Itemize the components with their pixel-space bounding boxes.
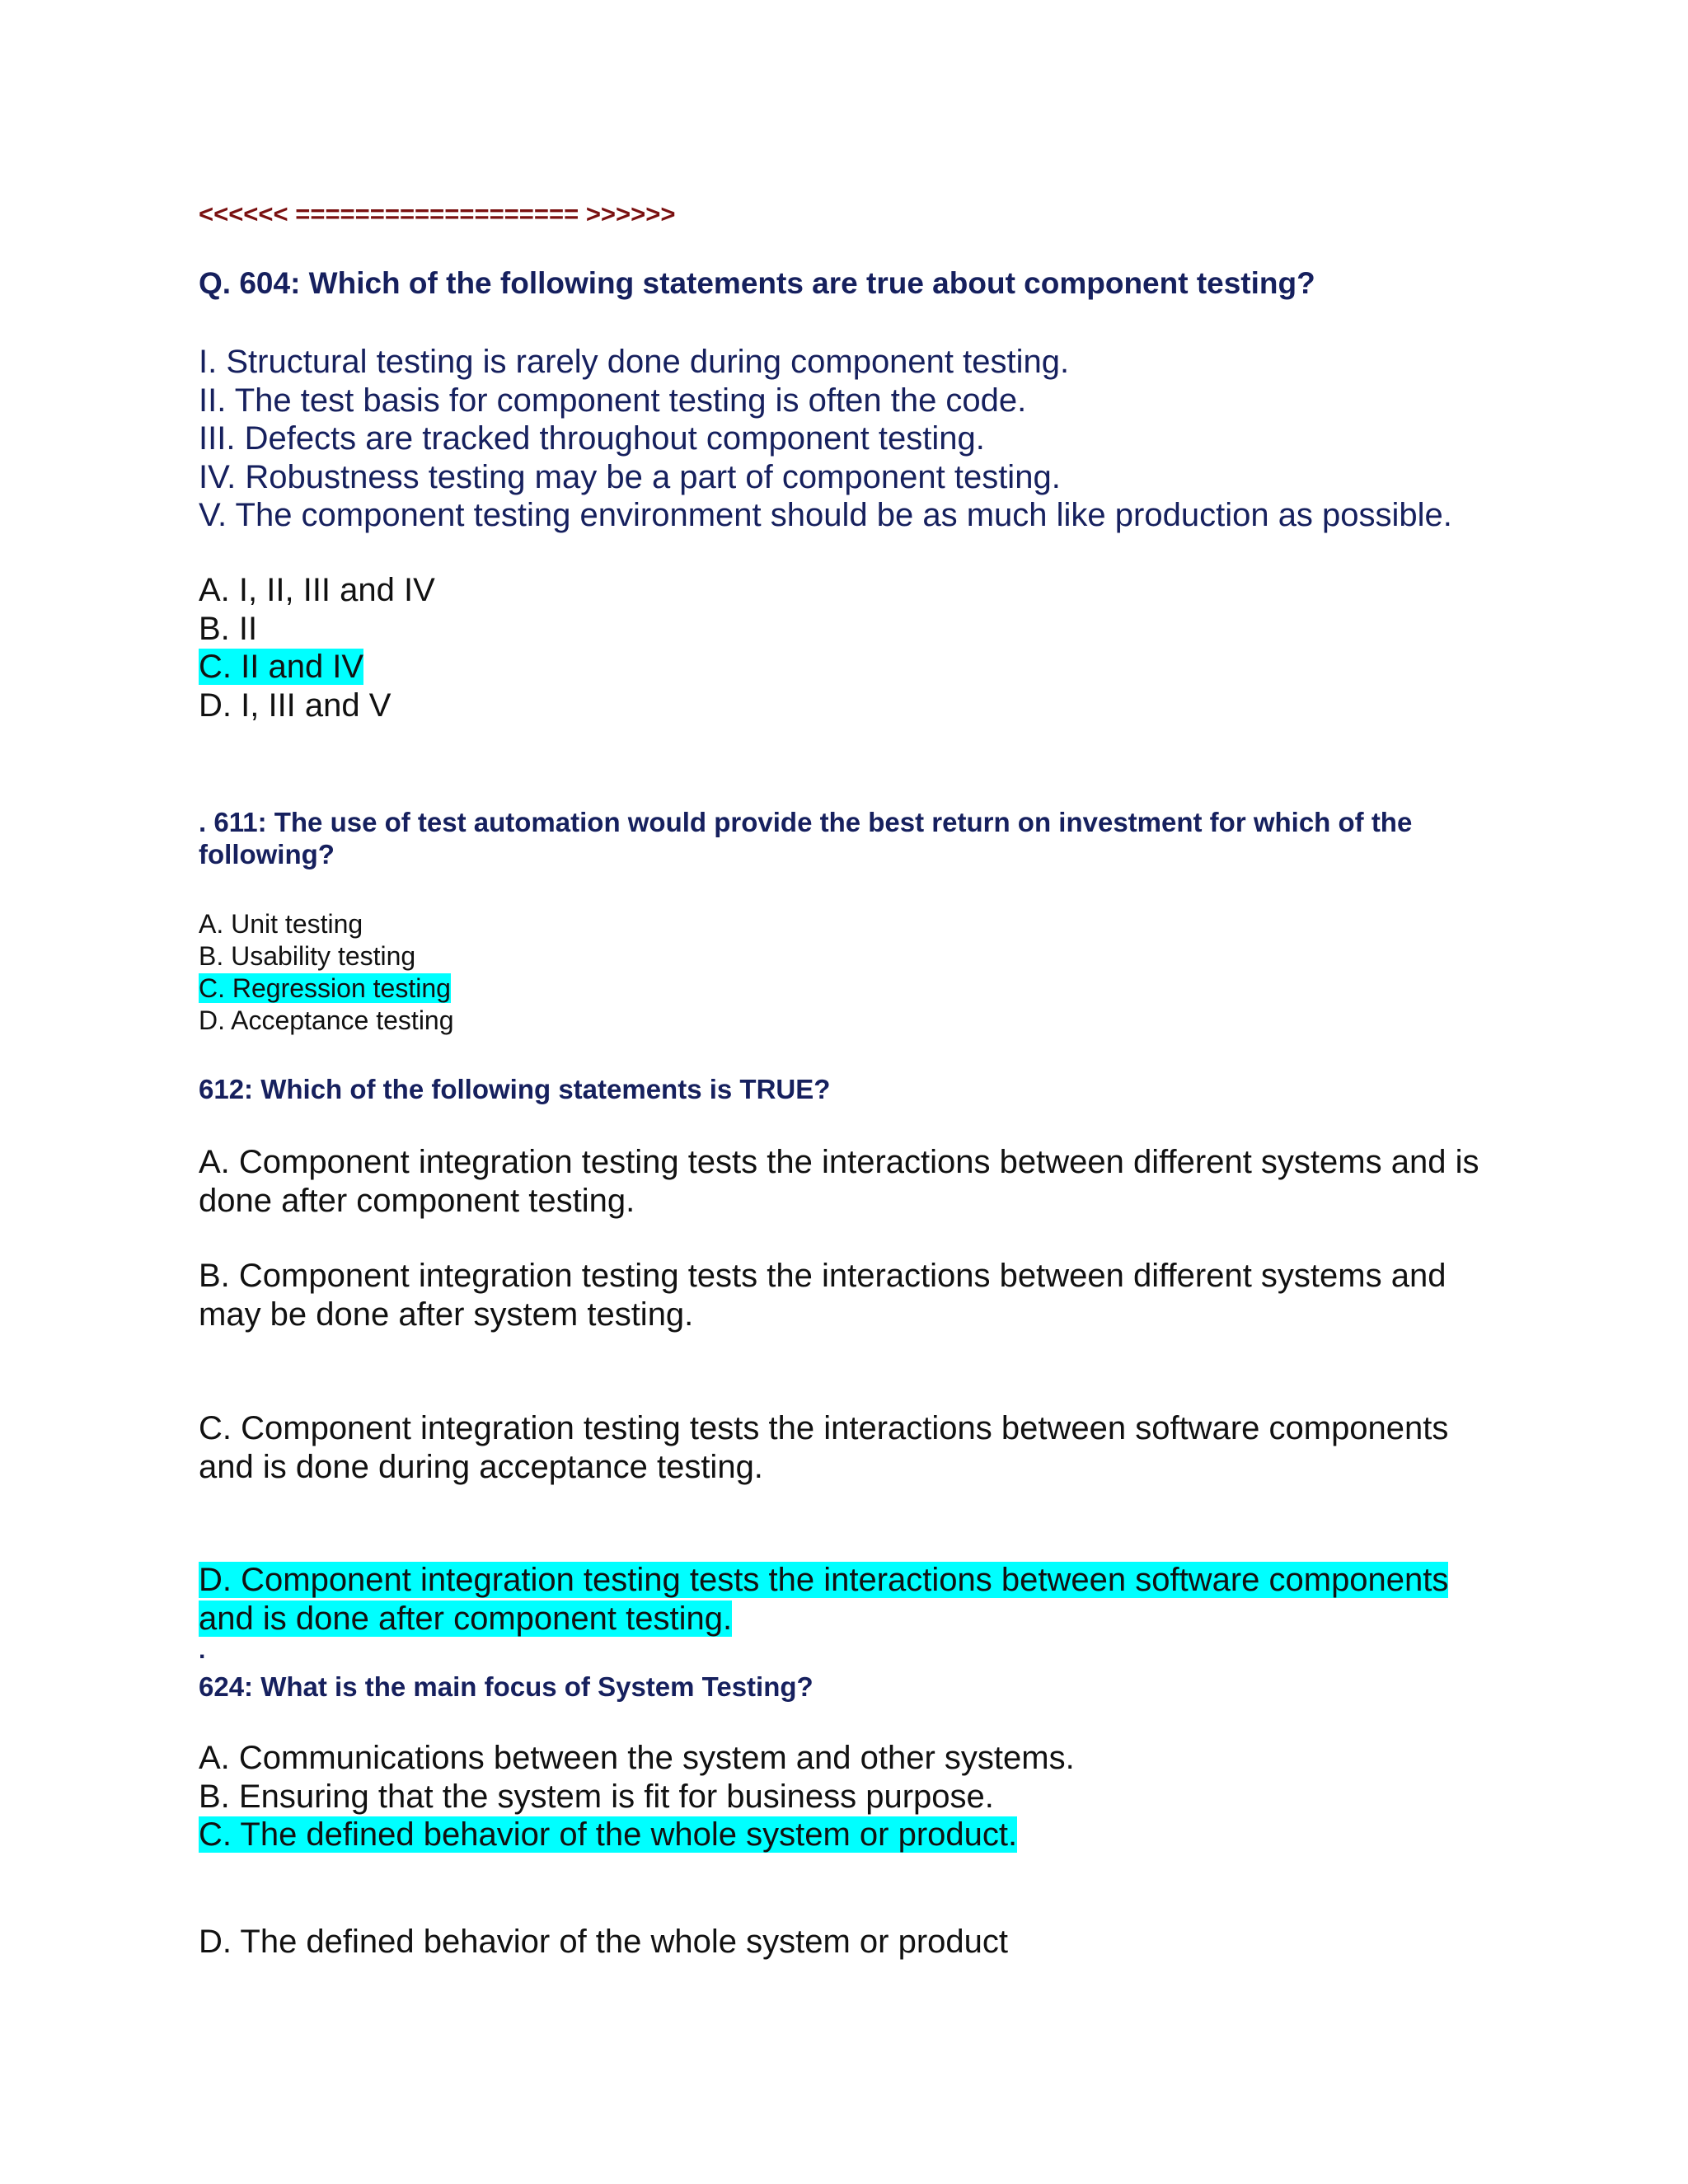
question-611-heading: [199, 806, 1412, 870]
question-612-option-b: [199, 1257, 1446, 1333]
option-b: B. II: [199, 610, 258, 647]
option-d-line-2: [199, 1600, 1448, 1638]
option-b-line-2: may be done after system testing.: [199, 1296, 694, 1333]
option-a-line-1: A. Component integration testing tests the interactions between different systems and is: [199, 1144, 1479, 1180]
statement-item: IV. Robustness testing may be a part of component testing.: [199, 458, 1061, 495]
option-c-answer: [199, 1816, 1075, 1854]
option-c-line-1: C. Component integration testing tests the interactions between software components: [199, 1410, 1449, 1446]
statement-item: I. Structural testing is rarely done during component testing.: [199, 344, 1070, 380]
stray-period: .: [199, 1637, 206, 1664]
question-612-option-d-answer: [199, 1561, 1448, 1638]
statement-item: V. The component testing environment should be as much like production as possible.: [199, 497, 1452, 533]
option-c-answer: [199, 972, 454, 1005]
option-c-line-2: and is done during acceptance testing.: [199, 1448, 763, 1485]
question-611-line-1: . 611: The use of test automation would provide the best return on investment for which of the: [199, 807, 1413, 837]
question-612-option-a: [199, 1143, 1479, 1220]
question-624-options: [199, 1739, 1075, 1854]
answer-highlight: D. Component integration testing tests the interactions between software components: [199, 1562, 1449, 1598]
statement-item: II. The test basis for component testing is often the code.: [199, 382, 1027, 419]
question-624-heading: 624: What is the main focus of System Testing?: [199, 1671, 814, 1702]
option-b-line-1: B. Component integration testing tests the interactions between different systems and: [199, 1258, 1447, 1294]
question-624-option-d: D. The defined behavior of the whole system or product: [199, 1924, 1009, 1960]
option-a-line-2: done after component testing.: [199, 1182, 635, 1219]
question-604-statements: [199, 343, 1452, 535]
option-d: D. Acceptance testing: [199, 1005, 454, 1035]
statement-item: III. Defects are tracked throughout component testing.: [199, 420, 985, 457]
answer-highlight: C. Regression testing: [199, 973, 451, 1003]
question-604-options: [199, 571, 435, 724]
question-611-line-2: following?: [199, 839, 335, 869]
question-611-options: [199, 908, 454, 1037]
section-divider: <<<<<< =================== >>>>>>: [199, 199, 676, 228]
option-a: A. Communications between the system and other systems.: [199, 1740, 1075, 1776]
option-a: A. I, II, III and IV: [199, 572, 435, 608]
option-b: B. Usability testing: [199, 941, 416, 971]
question-612-option-c: [199, 1409, 1448, 1486]
question-612-heading: 612: Which of the following statements is TRUE?: [199, 1074, 831, 1104]
answer-highlight: C. II and IV: [199, 649, 364, 685]
option-a: A. Unit testing: [199, 909, 363, 939]
answer-highlight: and is done after component testing.: [199, 1600, 733, 1637]
question-604-heading: Q. 604: Which of the following statements are true about component testing?: [199, 266, 1315, 300]
option-d: D. I, III and V: [199, 687, 392, 724]
option-c-answer: [199, 648, 435, 687]
answer-highlight: C. The defined behavior of the whole system or product.: [199, 1816, 1018, 1853]
option-b: B. Ensuring that the system is fit for business purpose.: [199, 1778, 994, 1815]
option-d-line-1: [199, 1561, 1448, 1600]
